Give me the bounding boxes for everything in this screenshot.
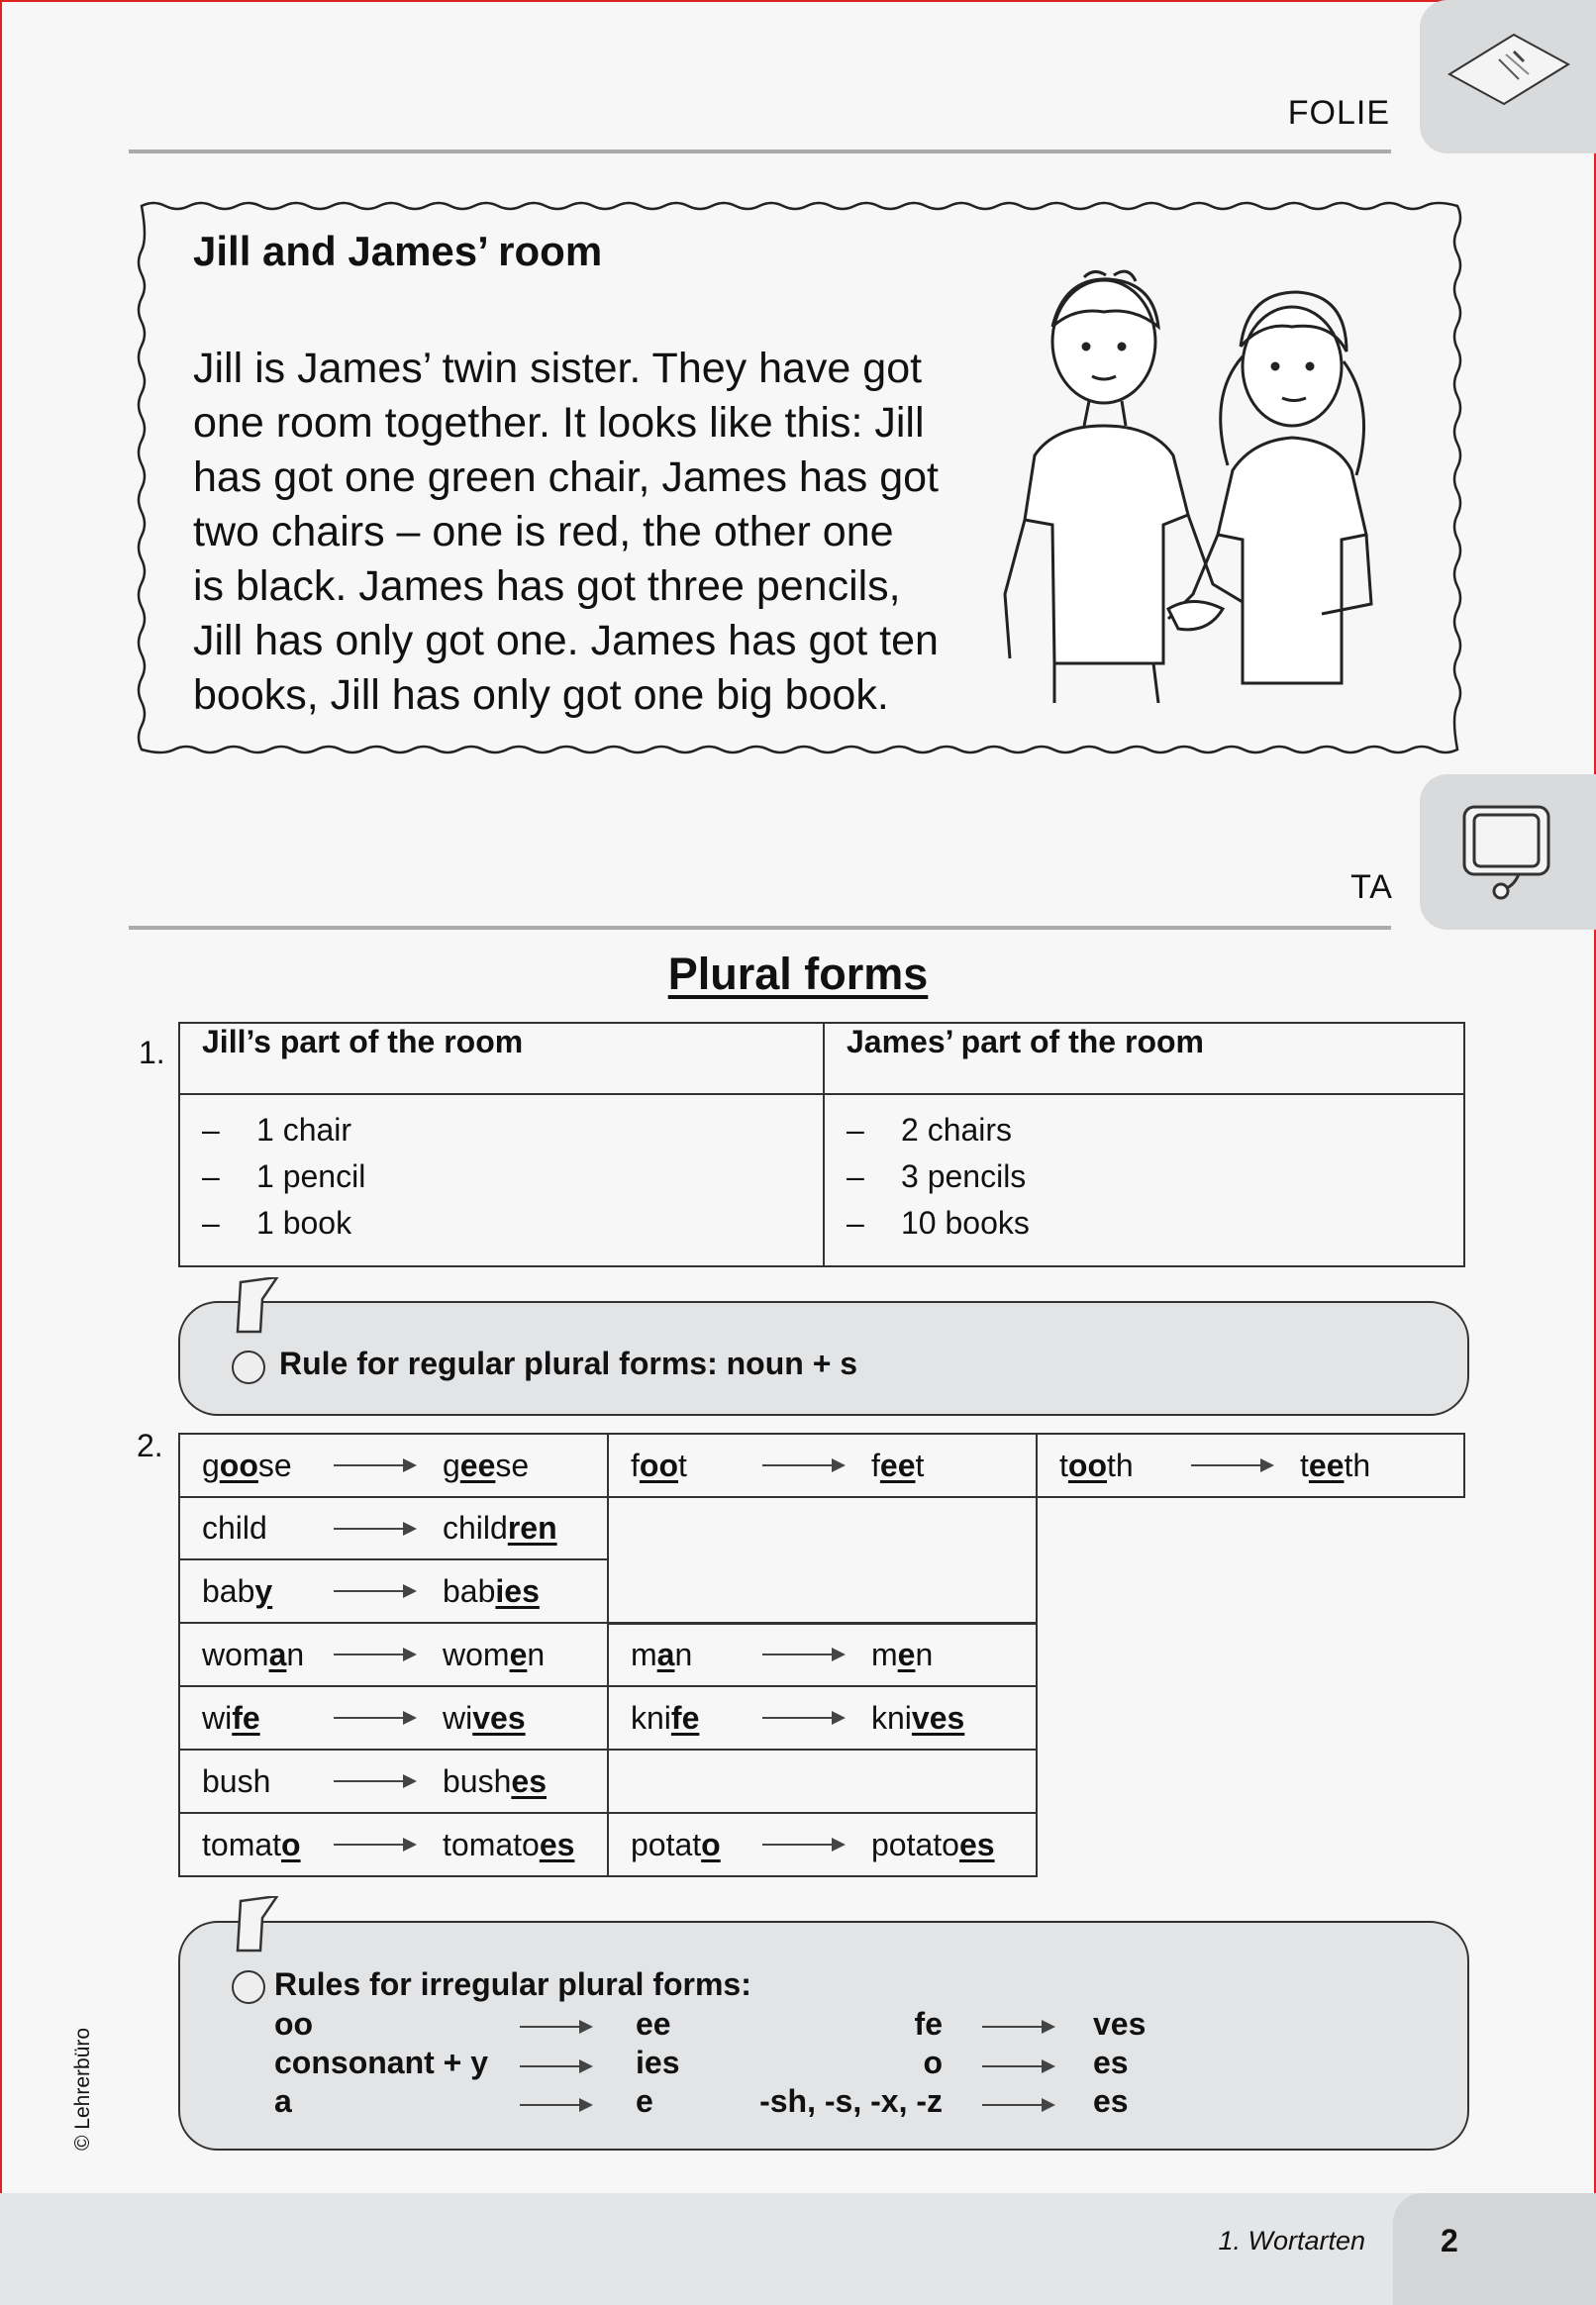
table-cell: tomato tomatoes: [178, 1812, 609, 1877]
arrow-icon: [520, 2065, 591, 2067]
rule-irregular-title: Rules for irregular plural forms:: [274, 1966, 751, 2002]
rule-to: ee: [636, 2006, 671, 2042]
table-cell: woman women: [178, 1622, 609, 1687]
note-flag-icon: [233, 1277, 292, 1337]
page-number-tab: [1393, 2193, 1596, 2305]
ta-divider: [129, 926, 1391, 930]
arrow-icon: [334, 1844, 415, 1846]
rule-to: ves: [1093, 2006, 1147, 2042]
note-flag-icon: [233, 1896, 292, 1955]
overhead-projector-icon: [1459, 802, 1558, 901]
exercise-1-number: 1.: [139, 1035, 165, 1070]
rule-to: es: [1093, 2083, 1129, 2119]
col-header-james: James’ part of the room: [824, 1023, 1464, 1094]
table-cell: goose geese: [178, 1433, 609, 1498]
arrow-icon: [982, 2104, 1053, 2106]
ta-label: TA: [1350, 868, 1393, 906]
james-items-cell: [824, 1094, 1464, 1266]
list-item: – 1 chair: [202, 1112, 352, 1148]
arrow-icon: [334, 1717, 415, 1719]
table-cell: wife wives: [178, 1685, 609, 1751]
folie-tab: [1420, 0, 1596, 153]
rule-from: -sh, -s, -x, -z: [759, 2083, 943, 2119]
plural-forms-title: Plural forms: [667, 949, 929, 999]
irregular-plural-rule-box: [178, 1921, 1469, 2151]
chapter-label: 1. Wortarten: [1218, 2226, 1365, 2255]
page-number: 2: [1441, 2223, 1458, 2258]
pin-icon: [232, 1970, 265, 2004]
list-item: – 2 chairs: [847, 1112, 1013, 1148]
list-item: – 3 pencils: [847, 1158, 1027, 1194]
copyright: © Lehrerbüro: [71, 2027, 94, 2151]
arrow-icon: [334, 1780, 415, 1782]
regular-plural-rule-box: [178, 1301, 1469, 1416]
story-line: books, Jill has only got one big book.: [193, 671, 889, 719]
story-line: two chairs – one is red, the other one: [193, 508, 894, 555]
arrow-icon: [1191, 1464, 1272, 1466]
story-line: has got one green chair, James has got: [193, 453, 939, 501]
ta-tab: [1420, 774, 1596, 930]
rule-from: fe: [914, 2006, 943, 2042]
transparency-sheet-icon: [1445, 30, 1573, 109]
table-cell: potato potatoes: [607, 1812, 1038, 1877]
arrow-icon: [334, 1528, 415, 1530]
rule-from: oo: [274, 2006, 314, 2042]
story-line: is black. James has got three pencils,: [193, 562, 901, 610]
exercise-2-number: 2.: [137, 1428, 163, 1463]
table-cell: tooth teeth: [1036, 1433, 1465, 1498]
rule-from: consonant + y: [274, 2045, 489, 2080]
empty-cell: [607, 1749, 1038, 1814]
rule-to: ies: [636, 2045, 680, 2080]
table-cell: man men: [607, 1622, 1038, 1687]
arrow-icon: [762, 1717, 844, 1719]
jill-items-cell: [179, 1094, 824, 1266]
arrow-icon: [762, 1654, 844, 1655]
rule-from: o: [923, 2045, 943, 2080]
table-cell: bush bushes: [178, 1749, 609, 1814]
rule-from: a: [274, 2083, 292, 2119]
story-line: one room together. It looks like this: Jill: [193, 399, 925, 447]
table-cell: child children: [178, 1496, 609, 1560]
story-line: Jill has only got one. James has got ten: [193, 617, 939, 664]
arrow-icon: [520, 2104, 591, 2106]
story-box: [134, 198, 1465, 757]
rule-to: e: [636, 2083, 653, 2119]
empty-cell: [607, 1496, 1038, 1625]
folie-label: FOLIE: [1287, 94, 1390, 132]
pin-icon: [232, 1351, 265, 1384]
table-cell: knife knives: [607, 1685, 1038, 1751]
list-item: – 10 books: [847, 1205, 1030, 1241]
room-comparison-table: [178, 1022, 1465, 1267]
arrow-icon: [762, 1464, 844, 1466]
list-item: – 1 book: [202, 1205, 352, 1241]
arrow-icon: [334, 1654, 415, 1655]
arrow-icon: [334, 1464, 415, 1466]
folie-divider: [129, 150, 1391, 153]
twins-illustration: [995, 267, 1421, 703]
arrow-icon: [762, 1844, 844, 1846]
table-cell: baby babies: [178, 1558, 609, 1624]
story-text: [193, 342, 975, 723]
col-header-jill: Jill’s part of the room: [179, 1023, 824, 1094]
table-cell: foot feet: [607, 1433, 1038, 1498]
list-item: – 1 pencil: [202, 1158, 366, 1194]
story-line: Jill is James’ twin sister. They have got: [193, 345, 923, 392]
story-title: Jill and James’ room: [193, 228, 603, 274]
arrow-icon: [982, 2065, 1053, 2067]
rule-regular-text: Rule for regular plural forms: noun + s: [279, 1346, 858, 1381]
arrow-icon: [520, 2026, 591, 2028]
rule-to: es: [1093, 2045, 1129, 2080]
arrow-icon: [982, 2026, 1053, 2028]
arrow-icon: [334, 1590, 415, 1592]
